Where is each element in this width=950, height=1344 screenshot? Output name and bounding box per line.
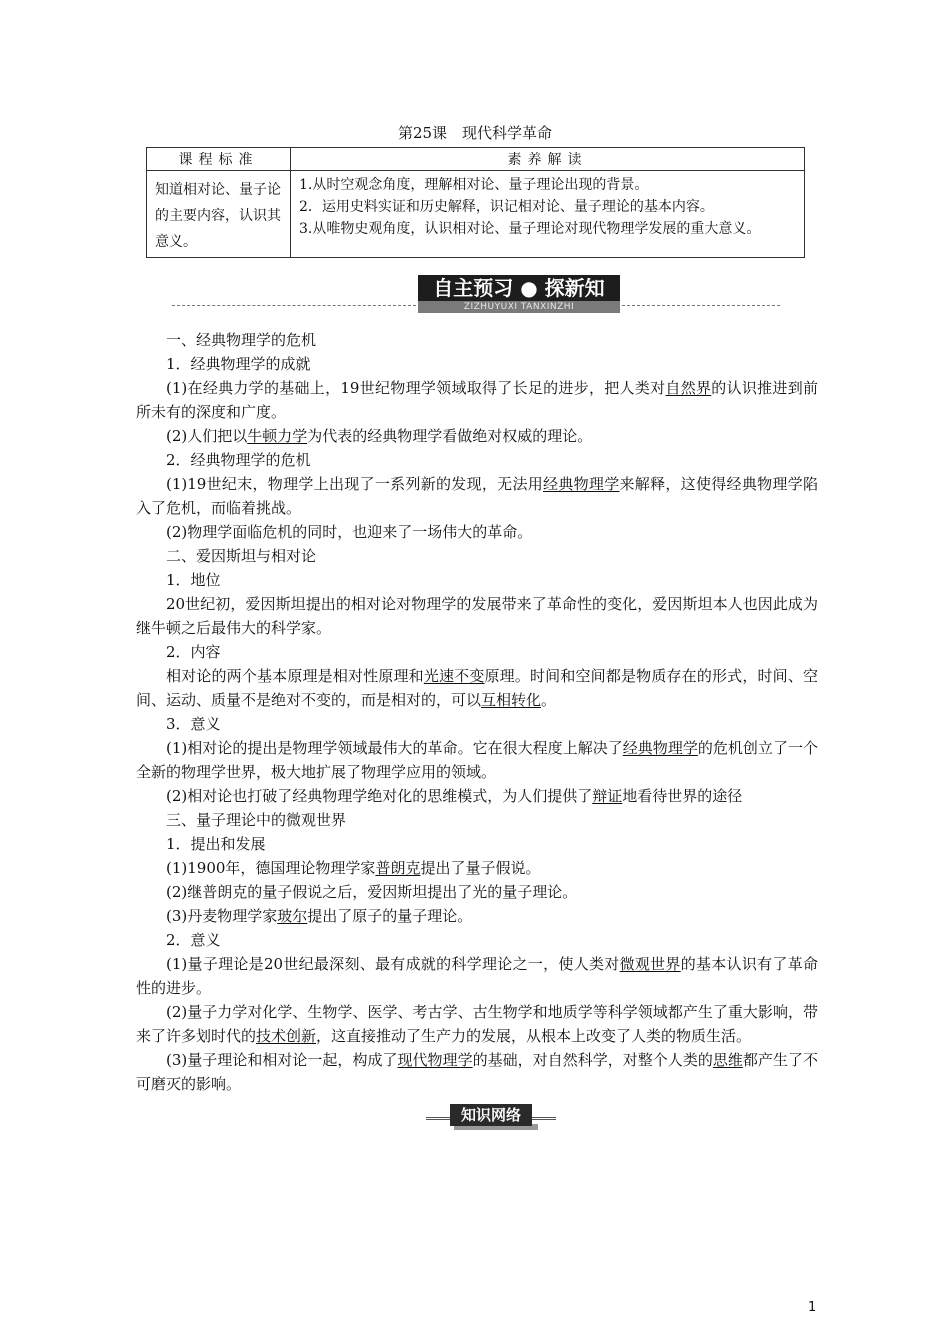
answer-blank: 微观世界 [619, 955, 681, 973]
text-run: 三、量子理论中的微观世界 [166, 811, 347, 829]
paragraph [136, 832, 818, 856]
paragraph [136, 880, 818, 904]
page-number: 1 [808, 1300, 817, 1315]
text-run: 。 [541, 691, 557, 709]
text-run: 1．经典物理学的成就 [166, 355, 311, 373]
text-run: (1)在经典力学的基础上，19世纪物理学领域取得了长足的进步，把人类对 [166, 379, 666, 397]
dashed-divider-left [172, 305, 416, 306]
text-run: 地看待世界的途径 [622, 787, 743, 805]
paragraph [136, 568, 818, 592]
paragraph [136, 952, 818, 1000]
text-run: 3．意义 [166, 715, 221, 733]
literacy-cell [291, 171, 805, 258]
text-run: 提出了量子假说。 [420, 859, 541, 877]
answer-blank: 自然界 [665, 379, 712, 397]
answer-blank: 辩证 [592, 787, 623, 805]
paragraph [136, 1000, 818, 1048]
paragraph [136, 664, 818, 712]
text-run: (2)量子力学对化学、生物学、医学、考古学、古生物学和地质学等科学领域都产生了重大影响，带来了许多划时代的 [136, 1003, 818, 1045]
table-row [147, 171, 805, 258]
answer-blank: 普朗克 [375, 859, 421, 877]
paragraph [136, 424, 818, 448]
paragraph [136, 808, 818, 832]
paragraph [136, 1048, 818, 1096]
knowledge-network-banner [426, 1104, 556, 1130]
text-run: (3)量子理论和相对论一起，构成了 [166, 1051, 398, 1069]
text-run: 相对论的两个基本原理是相对性原理和 [166, 667, 424, 685]
header-literacy-interpretation: 素养解读 [291, 148, 805, 171]
page-title: 第25课 现代科学革命 [397, 124, 553, 142]
text-run: 的认识推进到前所未有的深度和广度。 [136, 379, 818, 421]
answer-blank: 思维 [712, 1051, 743, 1069]
paragraph [136, 448, 818, 472]
paragraph [136, 640, 818, 664]
paragraph [136, 472, 818, 520]
text-run: (2)相对论也打破了经典物理学绝对化的思维模式，为人们提供了 [166, 787, 593, 805]
paragraph [136, 376, 818, 424]
text-run: 都产生了不可磨灭的影响。 [136, 1051, 818, 1093]
text-run: 2．经典物理学的危机 [166, 451, 311, 469]
text-run: 原理。时间和空间都是物质存在的形式，时间、空间、运动、质量不是绝对不变的，而是相对的，可以 [136, 667, 818, 709]
paragraph [136, 520, 818, 544]
text-run: (1)19世纪末，物理学上出现了一系列新的发现，无法用 [166, 475, 544, 493]
text-run: 来解释，这使得经典物理学陷入了危机，而临着挑战。 [136, 475, 818, 517]
literacy-line-1: 1.从时空观念角度，理解相对论、量子理论出现的背景。 [299, 177, 649, 193]
text-run: (1)1900年，德国理论物理学家 [166, 859, 376, 877]
answer-blank: 技术创新 [256, 1027, 317, 1045]
answer-blank: 经典物理学 [622, 739, 698, 757]
banner-subtitle: ZIZHUYUXI TANXINZHI [418, 301, 620, 313]
text-run: 一、经典物理学的危机 [166, 331, 317, 349]
text-run: (2)物理学面临危机的同时，也迎来了一场伟大的革命。 [166, 523, 533, 541]
text-run: (3)丹麦物理学家 [166, 907, 278, 925]
paragraph [136, 352, 818, 376]
banner-title: 自主预习 ● 探新知 [418, 275, 620, 301]
paragraph [136, 736, 818, 784]
text-run: 的基本认识有了革命性的进步。 [136, 955, 818, 997]
text-run: 二、爱因斯坦与相对论 [166, 547, 317, 565]
text-run: 提出了原子的量子理论。 [307, 907, 473, 925]
literacy-line-2: 2．运用史料实证和历史解释，识记相对论、量子理论的基本内容。 [299, 199, 714, 215]
section-banner [418, 275, 620, 313]
paragraph [136, 592, 818, 640]
answer-blank: 现代物理学 [397, 1051, 473, 1069]
paragraph [136, 328, 818, 352]
paragraph [136, 544, 818, 568]
answer-blank: 光速不变 [423, 667, 485, 685]
answer-blank: 互相转化 [481, 691, 542, 709]
header-course-standard: 课程标准 [147, 148, 291, 171]
literacy-line-3: 3.从唯物史观角度，认识相对论、量子理论对现代物理学发展的重大意义。 [299, 221, 761, 237]
paragraph [136, 856, 818, 880]
answer-blank: 玻尔 [277, 907, 308, 925]
text-run: 20世纪初，爱因斯坦提出的相对论对物理学的发展带来了革命性的变化，爱因斯坦本人也因此成为继牛顿之后最伟大的科学家。 [136, 595, 818, 637]
paragraph [136, 784, 818, 808]
course-standard-cell: 知道相对论、量子论的主要内容，认识其意义。 [147, 171, 291, 258]
text-run: (2)继普朗克的量子假说之后，爱因斯坦提出了光的量子理论。 [166, 883, 578, 901]
content-body [136, 328, 818, 1096]
curriculum-table [146, 147, 805, 258]
answer-blank: 经典物理学 [543, 475, 620, 493]
text-run: 的基础，对自然科学，对整个人类的 [472, 1051, 713, 1069]
dashed-divider-right [622, 305, 780, 306]
table-header-row [147, 148, 805, 171]
paragraph [136, 904, 818, 928]
text-run: 2．内容 [166, 643, 221, 661]
text-run: 为代表的经典物理学看做绝对权威的理论。 [307, 427, 593, 445]
text-run: 1．地位 [166, 571, 221, 589]
answer-blank: 牛顿力学 [247, 427, 308, 445]
paragraph [136, 712, 818, 736]
paragraph [136, 928, 818, 952]
text-run: (1)相对论的提出是物理学领域最伟大的革命。它在很大程度上解决了 [166, 739, 623, 757]
text-run: (2)人们把以 [166, 427, 248, 445]
knowledge-network-label: 知识网络 [450, 1104, 532, 1126]
text-run: 的危机创立了一个全新的物理学世界，极大地扩展了物理学应用的领域。 [136, 739, 818, 781]
text-run: 1．提出和发展 [166, 835, 266, 853]
text-run: ，这直接推动了生产力的发展，从根本上改变了人类的物质生活。 [316, 1027, 752, 1045]
text-run: (1)量子理论是20世纪最深刻、最有成就的科学理论之一，使人类对 [166, 955, 620, 973]
text-run: 2．意义 [166, 931, 221, 949]
